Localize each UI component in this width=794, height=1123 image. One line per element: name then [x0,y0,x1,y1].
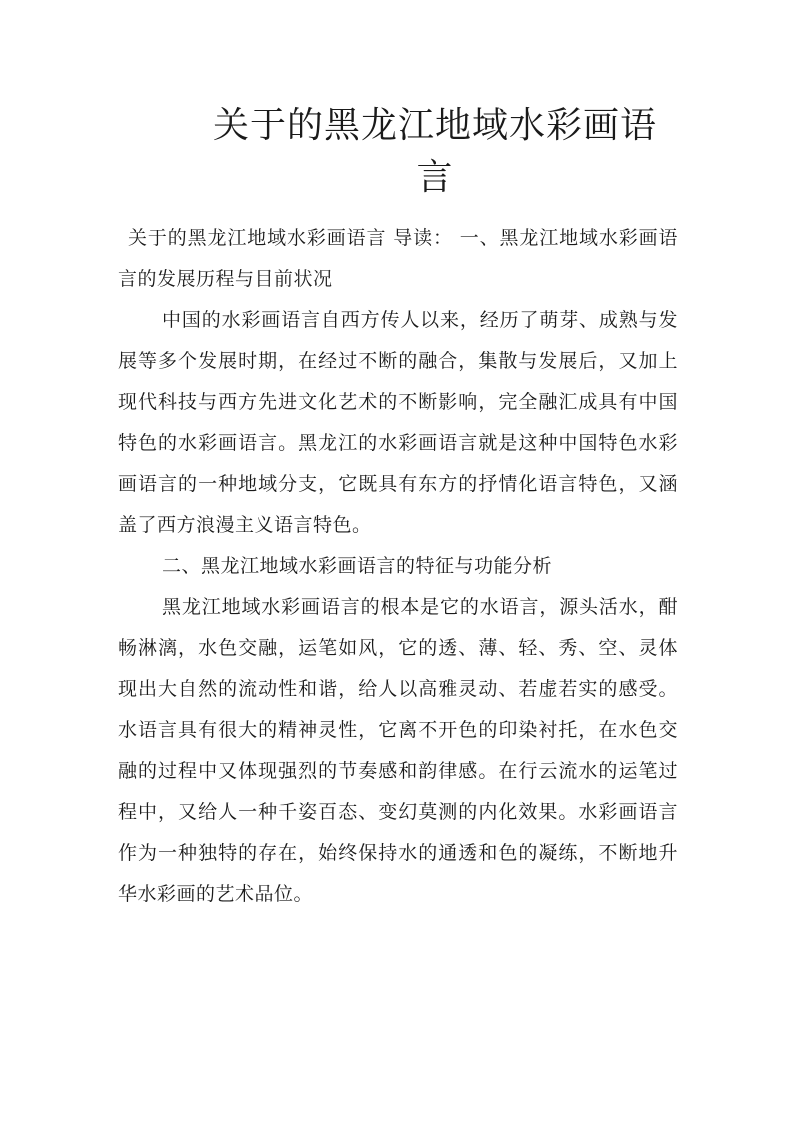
document-title: 关于的黑龙江地域水彩画语言 [212,105,657,198]
section-heading-2: 二、黑龙江地域水彩画语言的特征与功能分析 [162,555,553,577]
paragraph-2: 黑龙江地域水彩画语言的根本是它的水语言，源头活水，酣畅淋漓，水色交融，运笔如风，它的透、薄、轻、秀、空、灵体现出大自然的流动性和谐，给人以高雅灵动、若虚若实的感受。水语言具有很大的精神灵性，它离不开色的印染衬托，在水色交融的过程中又体现强烈的节奏感和韵律感。在行云流水的运笔过程中，又给人一种千姿百态、变幻莫测的内化效果。水彩画语言作为一种独特的存在，始终保持水的通透和色的凝练，不断地升华水彩画的艺术品位。 [118,596,678,905]
paragraph-1: 中国的水彩画语言自西方传人以来，经历了萌芽、成熟与发展等多个发展时期，在经过不断的融合，集散与发展后，又加上现代科技与西方先进文化艺术的不断影响，完全融汇成具有中国特色的水彩画语言。黑龙江的水彩画语言就是这种中国特色水彩画语言的一种地域分支，它既具有东方的抒情化语言特色，又涵盖了西方浪漫主义语言特色。 [118,309,678,536]
intro-paragraph: 关于的黑龙江地域水彩画语言 导读： 一、黑龙江地域水彩画语言的发展历程与目前状况 [118,227,678,290]
document-body [118,218,678,915]
